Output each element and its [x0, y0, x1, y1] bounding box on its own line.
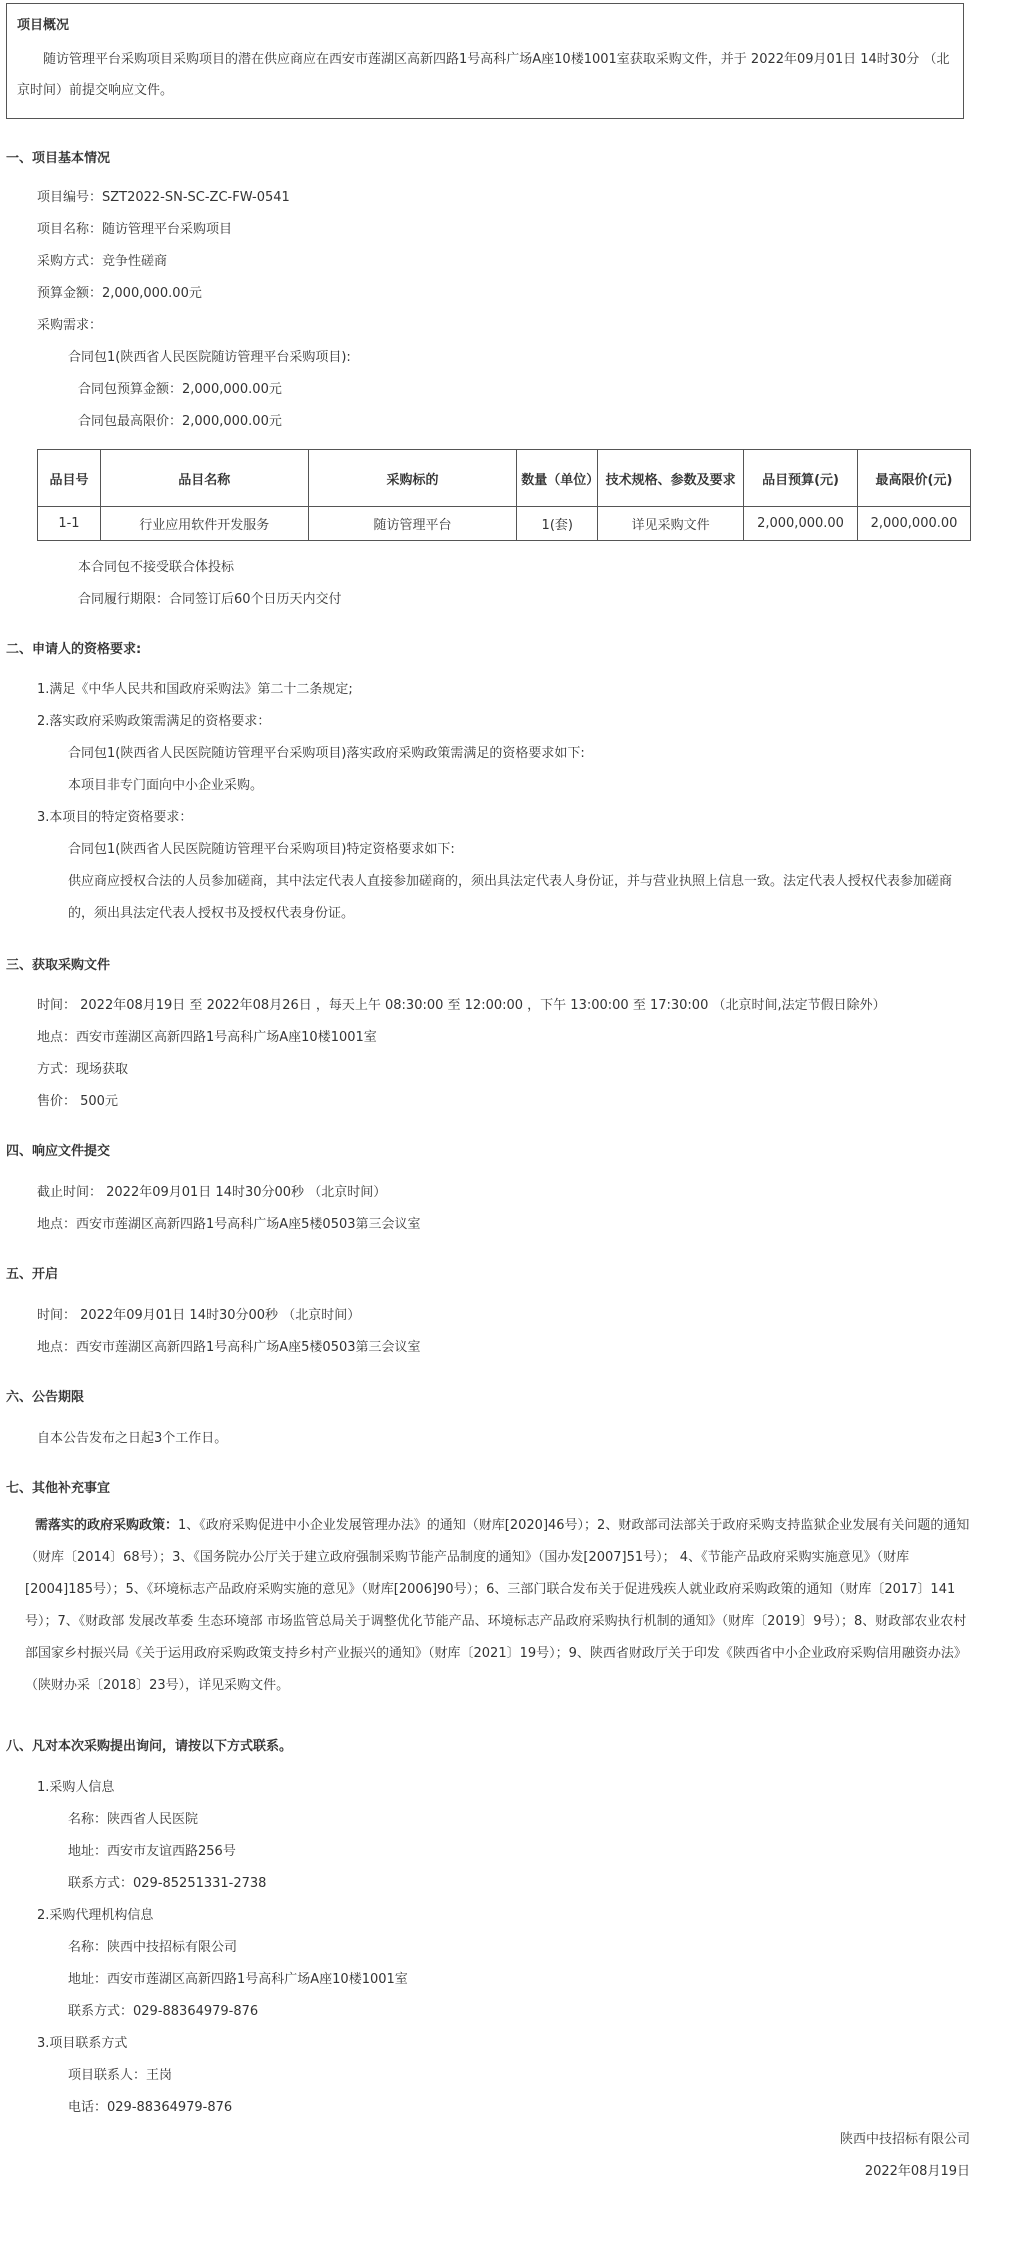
- col-item-budget: 品目预算(元): [744, 450, 858, 507]
- section-8-heading: 八、凡对本次采购提出询问，请按以下方式联系。: [6, 1739, 293, 1754]
- req-2-package: 合同包1(陕西省人民医院随访管理平台采购项目)落实政府采购政策需满足的资格要求如下:: [68, 746, 585, 761]
- obtain-location: 地点：西安市莲湖区高新四路1号高科广场A座10楼1001室: [37, 1030, 377, 1045]
- policy-text: 1、《政府采购促进中小企业发展管理办法》的通知（财库[2020]46号）；2、财政部司法部关于政府采购支持监狱企业发展有关问题的通知（财库〔2014〕68号）；3、《国务院办公厅关于建立政府强制采购节能产品制度的通知》（国办发[2007]51号）； 4、《节能产品政府采购实施意见》（财库[2004]185号）；5、《环境标志产品政府采购实施的意见》（财库[2006]90号）；6、三部门联合发布关于促进残疾人就业政府采购政策的通知（财库〔2017〕141号）；7、《财政部 发展改革委 生态环境部 市场监管总局关于调整优化节能产品、环境标志产品政府采购执行机制的通知》（财库〔2019〕9号）；8、财政部农业农村部国家乡村振兴局《关于运用政府采购政策支持乡村产业振兴的通知》（财库〔2021〕19号）；9、陕西省财政厅关于印发《陕西省中小企业政府采购信用融资办法》（陕财办采〔2018〕23号），详见采购文件。: [25, 1518, 970, 1693]
- opening-location: 地点：西安市莲湖区高新四路1号高科广场A座5楼0503第三会议室: [37, 1340, 421, 1355]
- col-specs: 技术规格、参数及要求: [598, 450, 744, 507]
- purchaser-name: 名称：陕西省人民医院: [68, 1812, 199, 1827]
- procurement-needs-label: 采购需求：: [37, 318, 103, 333]
- procurement-method: 采购方式：竞争性磋商: [37, 254, 168, 269]
- req-2-detail: 本项目非专门面向中小企业采购。: [68, 778, 264, 793]
- cell-subject: 随访管理平台: [308, 507, 517, 541]
- agency-contact: 联系方式：029-88364979-876: [68, 2004, 259, 2019]
- no-consortium-note: 本合同包不接受联合体投标: [78, 560, 235, 575]
- section-6-heading: 六、公告期限: [6, 1390, 85, 1405]
- submission-deadline: 截止时间： 2022年09月01日 14时30分00秒 （北京时间）: [37, 1185, 387, 1200]
- policy-paragraph: [25, 1510, 975, 1702]
- section-3-heading: 三、获取采购文件: [6, 958, 111, 973]
- performance-period: 合同履行期限：合同签订后60个日历天内交付: [78, 592, 342, 607]
- section-7-heading: 七、其他补充事宜: [6, 1481, 111, 1496]
- budget-amount: 预算金额：2,000,000.00元: [37, 286, 202, 301]
- obtain-method: 方式：现场获取: [37, 1062, 129, 1077]
- policy-lead: 需落实的政府采购政策：: [35, 1518, 179, 1533]
- section-5-heading: 五、开启: [6, 1267, 59, 1282]
- req-3-package: 合同包1(陕西省人民医院随访管理平台采购项目)特定资格要求如下:: [68, 842, 455, 857]
- project-contact-label: 3.项目联系方式: [37, 2036, 128, 2051]
- section-2-heading: 二、申请人的资格要求:: [6, 642, 142, 657]
- overview-text: 随访管理平台采购项目采购项目的潜在供应商应在西安市莲湖区高新四路1号高科广场A座10楼1001室获取采购文件，并于 2022年09月01日 14时30分 （北京时间）前提交响应文件。: [17, 52, 950, 98]
- project-contact-phone: 电话：029-88364979-876: [68, 2100, 233, 2115]
- cell-specs: 详见采购文件: [598, 507, 744, 541]
- agency-info-label: 2.采购代理机构信息: [37, 1908, 154, 1923]
- overview-title: 项目概况: [17, 18, 70, 33]
- col-max-price: 最高限价(元): [858, 450, 971, 507]
- table-row: [38, 507, 971, 541]
- agency-name: 名称：陕西中技招标有限公司: [68, 1940, 238, 1955]
- announcement-period: 自本公告发布之日起3个工作日。: [37, 1431, 228, 1446]
- table-header-row: [38, 450, 971, 507]
- signature-date: 2022年08月19日: [864, 2164, 970, 2179]
- agency-address: 地址：西安市莲湖区高新四路1号高科广场A座10楼1001室: [68, 1972, 408, 1987]
- col-item-no: 品目号: [38, 450, 101, 507]
- project-overview-box: [6, 3, 964, 119]
- req-3: 3.本项目的特定资格要求：: [37, 810, 193, 825]
- req-3-detail: 供应商应授权合法的人员参加磋商，其中法定代表人直接参加磋商的，须出具法定代表人身份证，并与营业执照上信息一致。法定代表人授权代表参加磋商的，须出具法定代表人授权书及授权代表身份证。: [68, 874, 953, 921]
- items-table: [37, 449, 971, 541]
- section-1-heading: 一、项目基本情况: [6, 151, 111, 166]
- obtain-price: 售价： 500元: [37, 1094, 118, 1109]
- cell-item-name: 行业应用软件开发服务: [100, 507, 308, 541]
- purchaser-address: 地址：西安市友谊西路256号: [68, 1844, 236, 1859]
- col-quantity: 数量（单位）: [517, 450, 598, 507]
- submission-location: 地点：西安市莲湖区高新四路1号高科广场A座5楼0503第三会议室: [37, 1217, 421, 1232]
- purchaser-contact: 联系方式：029-85251331-2738: [68, 1876, 267, 1891]
- opening-time: 时间： 2022年09月01日 14时30分00秒 （北京时间）: [37, 1308, 361, 1323]
- signature-company: 陕西中技招标有限公司: [839, 2132, 970, 2147]
- col-item-name: 品目名称: [100, 450, 308, 507]
- req-2: 2.落实政府采购政策需满足的资格要求：: [37, 714, 271, 729]
- col-subject: 采购标的: [308, 450, 517, 507]
- cell-item-no: 1-1: [38, 507, 101, 541]
- contract-package-title: 合同包1(陕西省人民医院随访管理平台采购项目):: [68, 350, 351, 365]
- project-number: 项目编号：SZT2022-SN-SC-ZC-FW-0541: [37, 190, 290, 205]
- section-4-heading: 四、响应文件提交: [6, 1144, 111, 1159]
- project-name: 项目名称：随访管理平台采购项目: [37, 222, 233, 237]
- cell-item-budget: 2,000,000.00: [744, 507, 858, 541]
- cell-max-price: 2,000,000.00: [858, 507, 971, 541]
- req-1: 1.满足《中华人民共和国政府采购法》第二十二条规定;: [37, 682, 353, 697]
- project-contact-person: 项目联系人：王岗: [68, 2068, 173, 2083]
- package-max-price: 合同包最高限价：2,000,000.00元: [78, 414, 282, 429]
- cell-quantity: 1(套): [517, 507, 598, 541]
- obtain-time: 时间： 2022年08月19日 至 2022年08月26日 ，每天上午 08:30:00 至 12:00:00 ，下午 13:00:00 至 17:30:00 （北京时间,法定节假日除外）: [37, 998, 886, 1013]
- package-budget: 合同包预算金额：2,000,000.00元: [78, 382, 282, 397]
- purchaser-info-label: 1.采购人信息: [37, 1780, 115, 1795]
